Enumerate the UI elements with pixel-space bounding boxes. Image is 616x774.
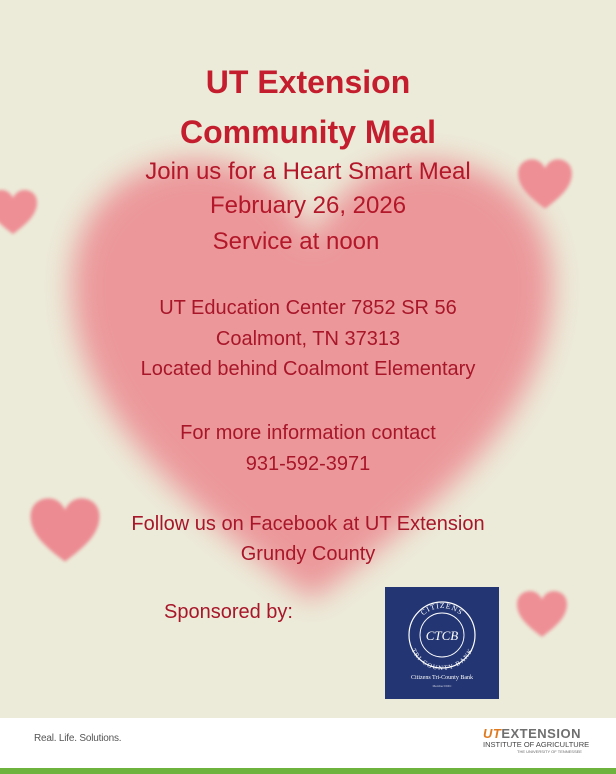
seal-bottom-text: TRI-COUNTY BANK: [409, 647, 475, 673]
title-line-1: UT Extension: [205, 64, 411, 100]
address-line-1: UT Education Center 7852 SR 56: [159, 297, 457, 319]
ut-mark: UT: [483, 726, 502, 741]
sponsor-fine-print: Member FDIC: [432, 684, 452, 688]
facebook-line-2: Grundy County: [240, 543, 376, 565]
footer-green-bar: [0, 768, 616, 774]
service-time: Service at noon: [212, 228, 380, 255]
heart-icon: [516, 590, 568, 638]
sponsored-by-label: Sponsored by:: [164, 601, 293, 623]
seal-top-text: CITIZENS: [418, 600, 466, 618]
seal-monogram: CTCB: [425, 628, 459, 643]
subtitle: Join us for a Heart Smart Meal: [145, 158, 471, 185]
bank-seal-icon: [385, 587, 499, 699]
sponsor-logo: [385, 587, 499, 699]
title-line-2: Community Meal: [179, 114, 437, 150]
address-line-3: Located behind Coalmont Elementary: [140, 358, 476, 380]
contact-label: For more information contact: [180, 422, 436, 444]
facebook-line-1: Follow us on Facebook at UT Extension: [131, 513, 485, 535]
footer: [0, 718, 616, 774]
sponsor-name: Citizens Tri-County Bank: [410, 675, 474, 681]
svg-text:TRI-COUNTY BANK: [410, 648, 475, 673]
university-label: THE UNIVERSITY OF TENNESSEE: [517, 749, 582, 754]
svg-text:CITIZENS: [419, 601, 465, 617]
address-line-2: Coalmont, TN 37313: [215, 328, 401, 350]
extension-wordmark: EXTENSION: [501, 726, 581, 741]
event-date: February 26, 2026: [209, 192, 407, 219]
ut-extension-logo: [483, 727, 593, 754]
institute-label: INSTITUTE OF AGRICULTURE: [483, 740, 590, 749]
contact-phone: 931-592-3971: [245, 453, 371, 475]
footer-tagline: Real. Life. Solutions.: [34, 733, 122, 744]
